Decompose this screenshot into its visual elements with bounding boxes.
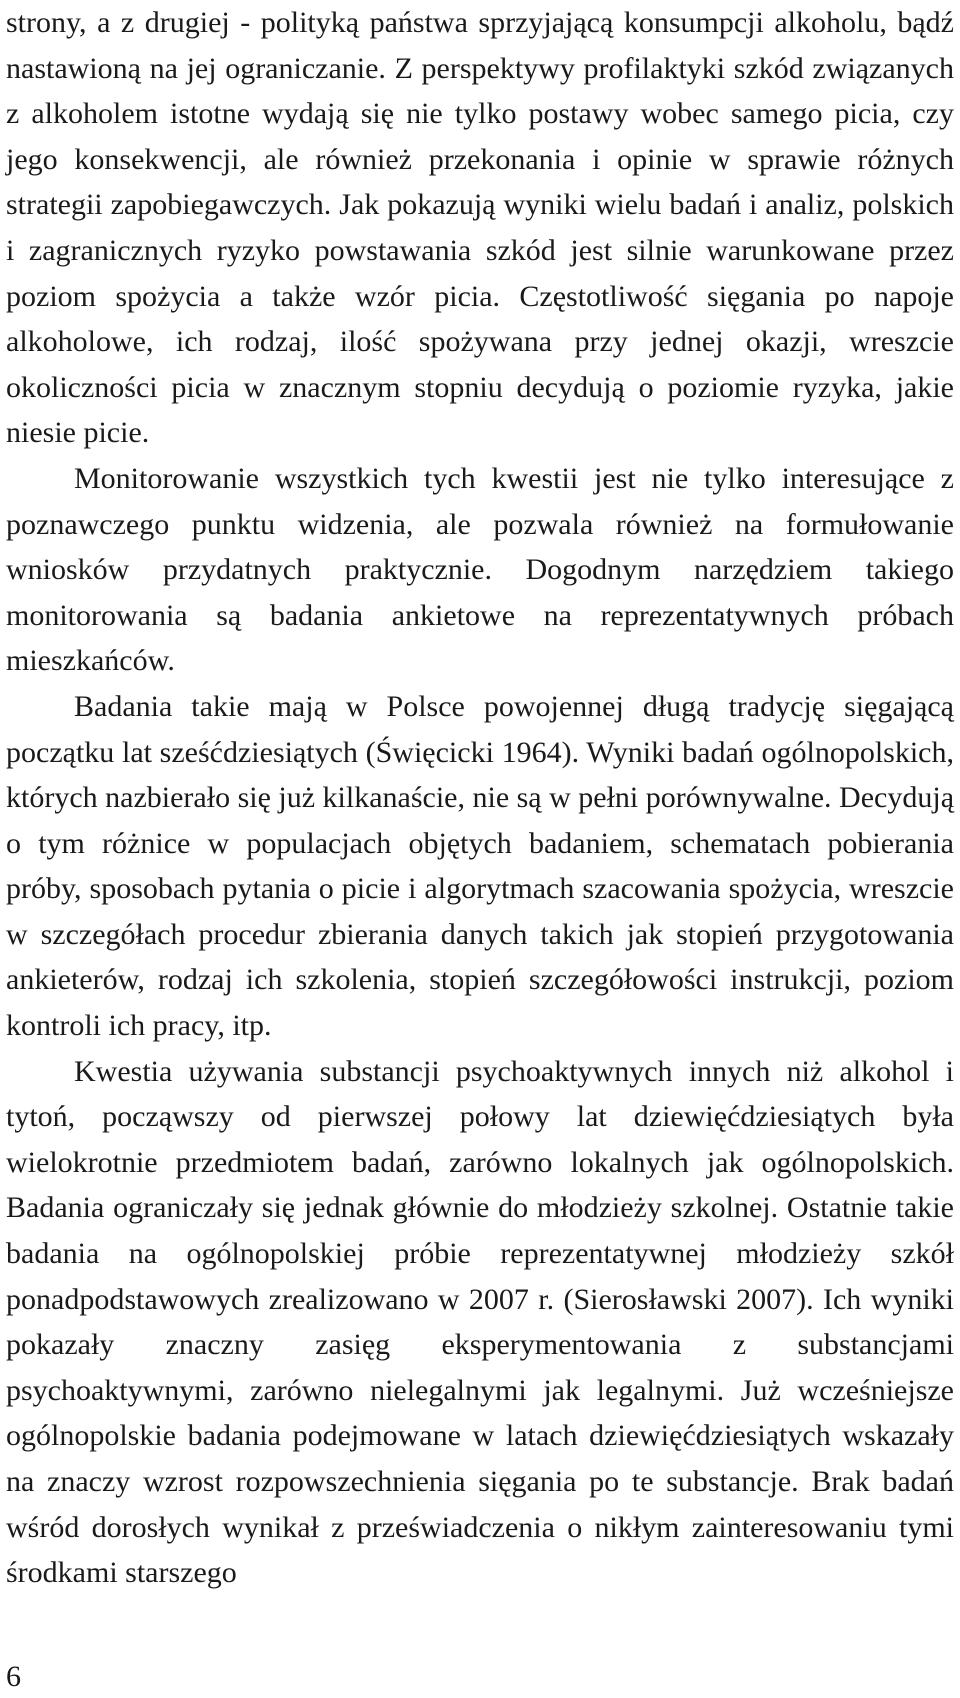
paragraph-4: Kwestia używania substancji psychoaktywnych innych niż alkohol i tytoń, począwszy od pierwszej połowy lat dziewięćdziesiątych była wielokrotnie przedmiotem badań, zarówno lokalnych jak ogólnopolskich. Badania ograniczały się jednak głównie do młodzieży szkolnej. Ostatnie takie badania na ogólnopolskiej próbie reprezentatywnej młodzieży szkół ponadpodstawowych zrealizowano w 2007 r. (Sierosławski 2007). Ich wyniki pokazały znaczny zasięg eksperymentowania z substancjami psychoaktywnymi, zarówno nielegalnymi jak legalnymi. Już wcześniejsze ogólnopolskie badania podejmowane w latach dziewięćdziesiątych wskazały na znaczy wzrost rozpowszechnienia sięgania po te substancje. Brak badań wśród dorosłych wynikał z przeświadczenia o nikłym zainteresowaniu tymi środkami starszego: [6, 1054, 954, 1590]
document-page: [6, 0, 954, 1596]
paragraph-2: Monitorowanie wszystkich tych kwestii jest nie tylko interesujące z poznawczego punktu widzenia, ale pozwala również na formułowanie wniosków przydatnych praktycznie. Dogodnym narzędziem takiego monitorowania są badania ankietowe na reprezentatywnych próbach mieszkańców.: [6, 461, 954, 678]
page-number: 6: [6, 1660, 21, 1693]
paragraph-1: strony, a z drugiej - polityką państwa sprzyjającą konsumpcji alkoholu, bądź nastawioną na jej ograniczanie. Z perspektywy profilaktyki szkód związanych z alkoholem istotne wydają się nie tylko postawy wobec samego picia, czy jego konsekwencji, ale również przekonania i opinie w sprawie różnych strategii zapobiegawczych. Jak pokazują wyniki wielu badań i analiz, polskich i zagranicznych ryzyko powstawania szkód jest silnie warunkowane przez poziom spożycia a także wzór picia. Częstotliwość sięgania po napoje alkoholowe, ich rodzaj, ilość spożywana przy jednej okazji, wreszcie okoliczności picia w znacznym stopniu decydują o poziomie ryzyka, jakie niesie picie.: [6, 6, 954, 450]
paragraph-3: Badania takie mają w Polsce powojennej długą tradycję sięgającą początku lat sześćdziesiątych (Święcicki 1964). Wyniki badań ogólnopolskich, których nazbierało się już kilkanaście, nie są w pełni porównywalne. Decydują o tym różnice w populacjach objętych badaniem, schematach pobierania próby, sposobach pytania o picie i algorytmach szacowania spożycia, wreszcie w szczegółach procedur zbierania danych takich jak stopień przygotowania ankieterów, rodzaj ich szkolenia, stopień szczegółowości instrukcji, poziom kontroli ich pracy, itp.: [6, 689, 955, 1043]
